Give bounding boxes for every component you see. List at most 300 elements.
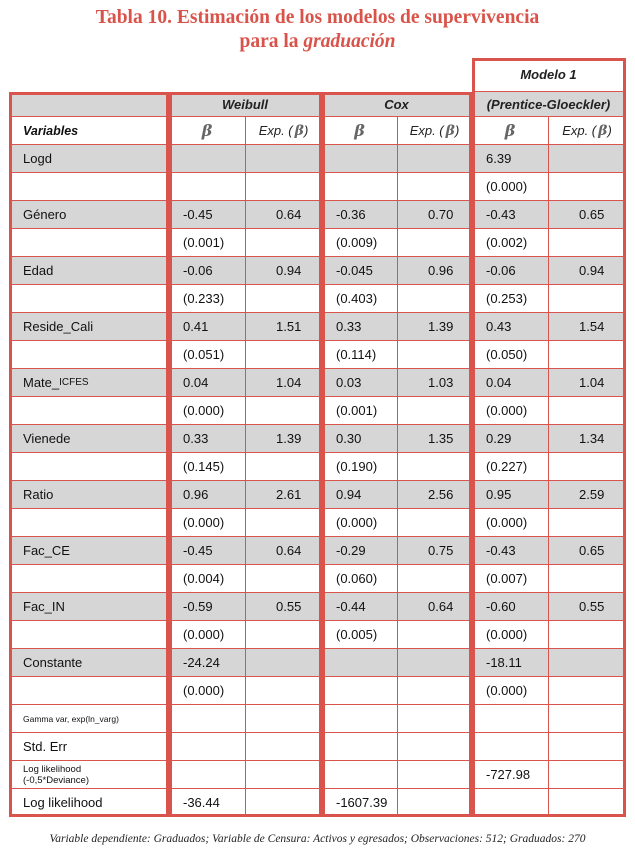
value-cell [246, 621, 322, 649]
value-cell [246, 789, 322, 817]
value: (0.233) [183, 291, 225, 306]
value: 1.39 [276, 431, 302, 446]
value-cell [322, 201, 398, 229]
variables-header-text: Variables [23, 123, 79, 138]
value-cell [472, 733, 549, 761]
exp-beta-label [549, 117, 625, 144]
pg-exp-header [549, 117, 626, 145]
value-cell [246, 285, 322, 313]
row-label: Constante [23, 655, 83, 670]
value-cell [549, 761, 626, 789]
value: 2.61 [276, 487, 302, 502]
value-cell [472, 593, 549, 621]
value-cell [472, 509, 549, 537]
value-cell [549, 229, 626, 257]
variables-header [9, 117, 169, 145]
value-cell [169, 145, 246, 173]
value: -0.06 [183, 263, 213, 278]
value: -0.60 [486, 599, 516, 614]
value-cell [246, 509, 322, 537]
value-cell [169, 761, 246, 789]
value: 2.56 [428, 487, 454, 502]
value: 2.59 [579, 487, 605, 502]
value-cell [169, 621, 246, 649]
value-cell [322, 145, 398, 173]
value: -1607.39 [336, 795, 388, 810]
value-cell [472, 285, 549, 313]
value: (0.009) [336, 235, 378, 250]
exp-prefix: Exp. ( [409, 123, 444, 138]
row-label-cell [9, 649, 169, 677]
exp-close: ) [303, 123, 309, 138]
value-cell [398, 733, 472, 761]
value: 1.34 [579, 431, 605, 446]
value: -0.045 [336, 263, 373, 278]
value: -0.29 [336, 543, 366, 558]
value-cell [169, 369, 246, 397]
row-label-cell [9, 173, 169, 201]
value: 0.55 [579, 599, 605, 614]
value-cell [472, 173, 549, 201]
value: (0.000) [336, 515, 378, 530]
value-cell [472, 481, 549, 509]
value-cell [398, 537, 472, 565]
value-cell [246, 257, 322, 285]
row-label-cell [9, 145, 169, 173]
value: 0.96 [183, 487, 209, 502]
value: 0.96 [428, 263, 454, 278]
row-label: Gamma var, exp(ln_varg) [23, 713, 119, 724]
row-label-cell [9, 677, 169, 705]
value-cell [246, 705, 322, 733]
table-title [0, 6, 635, 54]
value-cell [549, 173, 626, 201]
value-cell [398, 593, 472, 621]
value-cell [246, 145, 322, 173]
row-label: Género [23, 207, 67, 222]
value-cell [246, 481, 322, 509]
value-cell [322, 229, 398, 257]
value: 1.03 [428, 375, 454, 390]
row-label-cell [9, 397, 169, 425]
weibull-header [169, 92, 322, 117]
value: 0.94 [579, 263, 605, 278]
pg-header [472, 92, 626, 117]
row-label-cell [9, 789, 169, 817]
value-cell [322, 369, 398, 397]
value-cell [549, 201, 626, 229]
pg-beta-header [472, 117, 549, 145]
value: (0.114) [336, 347, 377, 362]
value: 1.51 [276, 319, 302, 334]
beta-symbol: β [294, 122, 304, 139]
value: (0.050) [486, 347, 528, 362]
value: 0.33 [183, 431, 209, 446]
cox-beta-header [322, 117, 398, 145]
value-cell [246, 201, 322, 229]
value-cell [472, 145, 549, 173]
value: 6.39 [486, 151, 512, 166]
value-cell [398, 145, 472, 173]
beta-symbol: β [354, 121, 365, 140]
value: (0.060) [336, 571, 378, 586]
value-cell [398, 425, 472, 453]
value-cell [322, 565, 398, 593]
value-cell [322, 677, 398, 705]
value-cell [398, 313, 472, 341]
value-cell [398, 369, 472, 397]
value-cell [549, 453, 626, 481]
value-cell [549, 733, 626, 761]
pg-header-text: (Prentice-Gloeckler) [486, 96, 611, 112]
value-cell [322, 453, 398, 481]
value-cell [398, 341, 472, 369]
value-cell [169, 649, 246, 677]
value-cell [549, 425, 626, 453]
row-label-cell [9, 537, 169, 565]
value: 0.29 [486, 431, 512, 446]
value-cell [322, 537, 398, 565]
value-cell [246, 173, 322, 201]
value-cell [169, 593, 246, 621]
value-cell [169, 565, 246, 593]
row-label: Vienede [23, 431, 71, 446]
value-cell [246, 369, 322, 397]
weibull-beta-header [169, 117, 246, 145]
value-cell [169, 201, 246, 229]
exp-beta-label [398, 117, 471, 144]
value: 0.94 [336, 487, 362, 502]
value-cell [322, 285, 398, 313]
row-label: Log likelihood [23, 795, 103, 810]
value: 0.75 [428, 543, 454, 558]
value: 1.04 [579, 375, 605, 390]
value-cell [169, 537, 246, 565]
value-cell [472, 453, 549, 481]
value-cell [169, 313, 246, 341]
row-label-cell [9, 201, 169, 229]
value-cell [549, 257, 626, 285]
modelo-header [472, 58, 626, 92]
value-cell [398, 705, 472, 733]
weibull-exp-header [246, 117, 322, 145]
value: -0.43 [486, 207, 516, 222]
value-cell [246, 453, 322, 481]
modelo-header-text: Modelo 1 [520, 67, 577, 82]
row-label-cell [9, 229, 169, 257]
row-label-cell [9, 313, 169, 341]
value-cell [322, 761, 398, 789]
value: (0.000) [183, 403, 225, 418]
value-cell [472, 649, 549, 677]
value-cell [246, 229, 322, 257]
value-cell [472, 201, 549, 229]
value-cell [549, 369, 626, 397]
value: (0.000) [183, 515, 225, 530]
value-cell [246, 565, 322, 593]
value: -36.44 [183, 795, 220, 810]
exp-prefix: Exp. ( [562, 123, 597, 138]
row-label-cell [9, 761, 169, 789]
value-cell [169, 509, 246, 537]
value: 0.43 [486, 319, 512, 334]
value-cell [398, 509, 472, 537]
value-cell [472, 341, 549, 369]
value-cell [398, 173, 472, 201]
value: -0.45 [183, 207, 213, 222]
value-cell [322, 481, 398, 509]
value: -0.36 [336, 207, 366, 222]
value-cell [322, 313, 398, 341]
value: 0.64 [276, 543, 302, 558]
value-cell [472, 565, 549, 593]
value-cell [169, 285, 246, 313]
value-cell [398, 257, 472, 285]
row-label-cell [9, 341, 169, 369]
value: (0.145) [183, 459, 225, 474]
value-cell [322, 621, 398, 649]
value-cell [472, 705, 549, 733]
value-cell [322, 789, 398, 817]
row-label-cell [9, 257, 169, 285]
value: 0.04 [183, 375, 209, 390]
value-cell [169, 481, 246, 509]
value: 0.65 [579, 543, 605, 558]
row-label-cell [9, 733, 169, 761]
value: -0.59 [183, 599, 213, 614]
value-cell [246, 649, 322, 677]
value-cell [322, 341, 398, 369]
value-cell [246, 313, 322, 341]
value-cell [398, 285, 472, 313]
value-cell [398, 621, 472, 649]
value: -18.11 [486, 655, 522, 670]
value-cell [169, 705, 246, 733]
value: (0.004) [183, 571, 225, 586]
row-label-cell [9, 285, 169, 313]
row-label-main: Mate_ [23, 375, 60, 390]
row-label: Ratio [23, 487, 54, 502]
value-cell [472, 761, 549, 789]
row-label [23, 369, 89, 396]
value-cell [169, 173, 246, 201]
value: -0.06 [486, 263, 516, 278]
beta-symbol: β [201, 121, 213, 140]
title-line-2 [0, 30, 635, 54]
value-cell [169, 341, 246, 369]
value-cell [472, 229, 549, 257]
value: (0.000) [486, 683, 528, 698]
row-label: Std. Err [23, 739, 68, 754]
value: 1.39 [428, 319, 454, 334]
value: (0.000) [486, 179, 528, 194]
row-label-cell [9, 621, 169, 649]
value: 0.33 [336, 319, 362, 334]
value-cell [246, 593, 322, 621]
value: (0.000) [183, 683, 225, 698]
value-cell [169, 789, 246, 817]
value-cell [322, 593, 398, 621]
value-cell [549, 565, 626, 593]
exp-beta-label [246, 117, 321, 144]
value: 0.94 [276, 263, 302, 278]
value: 0.70 [428, 207, 454, 222]
value-cell [398, 565, 472, 593]
value-cell [246, 425, 322, 453]
value-cell [398, 201, 472, 229]
title-line-2-italic: graduación [303, 31, 396, 52]
row-label-cell [9, 425, 169, 453]
value-cell [398, 481, 472, 509]
value: 0.95 [486, 487, 512, 502]
value: (0.403) [336, 291, 378, 306]
beta-symbol: β [598, 122, 608, 139]
value-cell [472, 369, 549, 397]
exp-prefix: Exp. ( [258, 123, 293, 138]
value-cell [322, 425, 398, 453]
value-cell [169, 397, 246, 425]
value-cell [169, 425, 246, 453]
value-cell [398, 397, 472, 425]
value-cell [322, 649, 398, 677]
row-label-cell [9, 565, 169, 593]
value: (0.000) [183, 627, 225, 642]
value-cell [549, 537, 626, 565]
cox-header [322, 92, 472, 117]
value: -727.98 [486, 767, 531, 782]
footnote: Variable dependiente: Graduados; Variable de Censura: Activos y egresados; Observaciones: 512; Graduados: 270 [49, 833, 586, 845]
value-cell [472, 425, 549, 453]
value: 1.35 [428, 431, 454, 446]
value: 1.54 [579, 319, 605, 334]
value-cell [549, 145, 626, 173]
value: (0.002) [486, 235, 528, 250]
value: (0.000) [486, 627, 528, 642]
value-cell [549, 789, 626, 817]
row-label: Edad [23, 263, 54, 278]
beta-symbol: β [445, 122, 455, 139]
value-cell [322, 509, 398, 537]
row-label-cell [9, 705, 169, 733]
value-cell [549, 621, 626, 649]
value-cell [398, 229, 472, 257]
value: -0.43 [486, 543, 516, 558]
value-cell [398, 789, 472, 817]
value-cell [246, 733, 322, 761]
value-cell [549, 705, 626, 733]
row-label [23, 761, 89, 788]
row-label-line-2: (-0,5*Deviance) [23, 774, 89, 786]
value-cell [549, 397, 626, 425]
value-cell [472, 789, 549, 817]
value-cell [169, 453, 246, 481]
value: (0.190) [336, 459, 378, 474]
row-label: Logd [23, 151, 52, 166]
value: 0.41 [183, 319, 209, 334]
value-cell [246, 677, 322, 705]
cox-exp-header [398, 117, 472, 145]
value: (0.005) [336, 627, 378, 642]
value: (0.001) [183, 235, 225, 250]
value: 0.65 [579, 207, 605, 222]
value-cell [322, 173, 398, 201]
row-label-line-1: Log likelihood [23, 763, 82, 775]
value-cell [472, 313, 549, 341]
value-cell [472, 257, 549, 285]
value-cell [549, 677, 626, 705]
value-cell [472, 537, 549, 565]
value-cell [322, 257, 398, 285]
value: (0.227) [486, 459, 528, 474]
value-cell [398, 649, 472, 677]
cox-header-text: Cox [384, 96, 409, 112]
value-cell [246, 537, 322, 565]
value-cell [549, 509, 626, 537]
value-cell [549, 285, 626, 313]
header-blank-cell [9, 92, 169, 117]
value-cell [322, 397, 398, 425]
value-cell [398, 453, 472, 481]
value-cell [169, 229, 246, 257]
value-cell [472, 677, 549, 705]
value-cell [472, 621, 549, 649]
row-label-cell [9, 481, 169, 509]
row-label-cell [9, 453, 169, 481]
value-cell [322, 705, 398, 733]
value: -0.44 [336, 599, 366, 614]
value-cell [398, 761, 472, 789]
value-cell [322, 733, 398, 761]
value: -24.24 [183, 655, 220, 670]
value-cell [169, 677, 246, 705]
value-cell [549, 481, 626, 509]
value: -0.45 [183, 543, 213, 558]
row-label: Fac_CE [23, 543, 70, 558]
row-label: Fac_IN [23, 599, 65, 614]
value-cell [246, 761, 322, 789]
value: (0.253) [486, 291, 528, 306]
value: 0.30 [336, 431, 362, 446]
exp-close: ) [607, 123, 612, 138]
value: 0.64 [276, 207, 302, 222]
value-cell [549, 649, 626, 677]
value: 1.04 [276, 375, 302, 390]
title-line-2-prefix: para la [239, 31, 304, 52]
value-cell [549, 313, 626, 341]
row-label-cell [9, 369, 169, 397]
value-cell [246, 341, 322, 369]
beta-symbol: β [504, 121, 516, 140]
results-table [9, 58, 626, 817]
value: 0.03 [336, 375, 362, 390]
row-label-cell [9, 509, 169, 537]
weibull-header-text: Weibull [222, 96, 268, 112]
exp-close: ) [454, 123, 460, 138]
title-line-1: Tabla 10. Estimación de los modelos de supervivencia [95, 7, 540, 28]
row-label-cell [9, 593, 169, 621]
value: (0.000) [486, 403, 528, 418]
value: (0.007) [486, 571, 528, 586]
value-cell [398, 677, 472, 705]
row-label-sub: ICFES [59, 377, 89, 388]
value-cell [472, 397, 549, 425]
value: (0.000) [486, 515, 528, 530]
value-cell [169, 257, 246, 285]
value: (0.001) [336, 403, 378, 418]
row-label: Reside_Cali [23, 319, 94, 334]
value: 0.55 [276, 599, 302, 614]
value-cell [246, 397, 322, 425]
